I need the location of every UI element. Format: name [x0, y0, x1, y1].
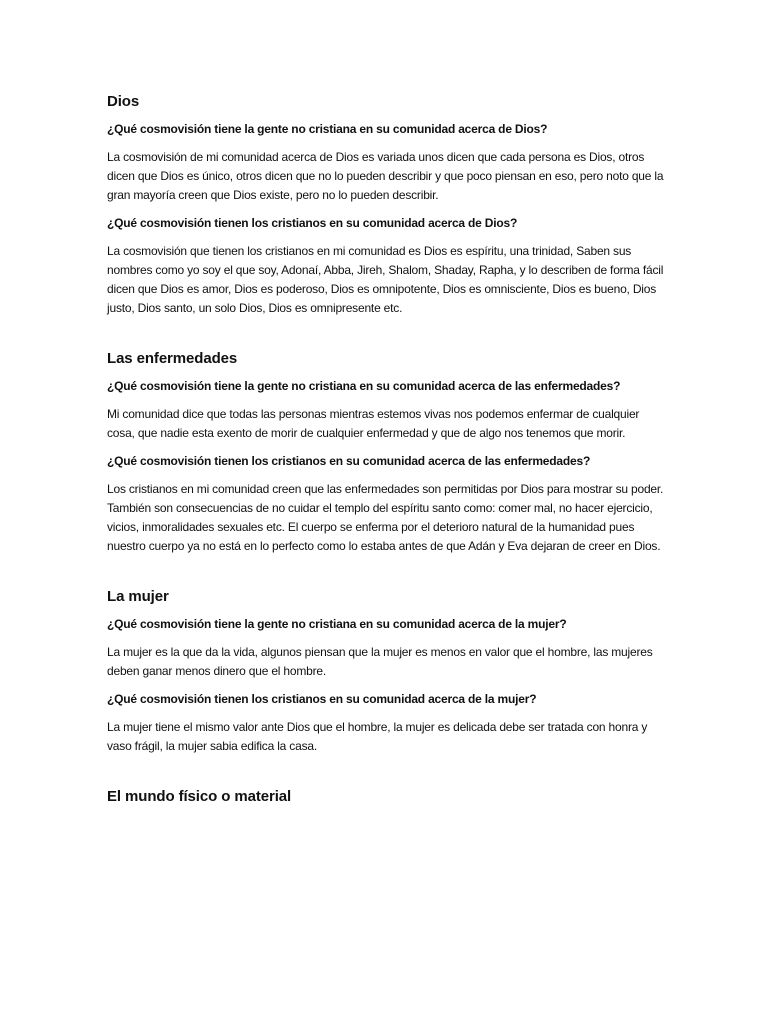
question-christian: ¿Qué cosmovisión tienen los cristianos en su comunidad acerca de las enfermedades? [107, 454, 591, 468]
answer-non-christian: La cosmovisión de mi comunidad acerca de Dios es variada unos dicen que cada persona es Dios, otros dicen que Dios es único, otros dicen que no lo pueden describir y que poco piensan en eso, pero noto que la gran mayoría creen que Dios existe, pero no lo pueden describir. [107, 150, 664, 202]
answer-christian: La cosmovisión que tienen los cristianos en mi comunidad es Dios es espíritu, una trinidad, Saben sus nombres como yo soy el que soy, Adonaí, Abba, Jireh, Shalom, Shaday, Rapha, y lo describen de forma fácil dicen que Dios es amor, Dios es poderoso, Dios es omnipotente, Dios es omnisciente, Dios es bueno, Dios justo, Dios santo, un solo Dios, Dios es omnipresente etc. [107, 244, 664, 315]
section-heading: El mundo físico o material [107, 788, 292, 805]
question-non-christian: ¿Qué cosmovisión tiene la gente no cristiana en su comunidad acerca de la mujer? [107, 617, 567, 631]
answer-non-christian: La mujer es la que da la vida, algunos piensan que la mujer es menos en valor que el hombre, las mujeres deben ganar menos dinero que el hombre. [107, 645, 653, 678]
section-mundo-fisico [107, 787, 667, 807]
document-body [107, 92, 667, 838]
question-non-christian: ¿Qué cosmovisión tiene la gente no cristiana en su comunidad acerca de Dios? [107, 122, 548, 136]
question-christian: ¿Qué cosmovisión tienen los cristianos en su comunidad acerca de la mujer? [107, 692, 537, 706]
answer-christian: La mujer tiene el mismo valor ante Dios que el hombre, la mujer es delicada debe ser tratada con honra y vaso frágil, la mujer sabia edifica la casa. [107, 720, 648, 753]
section-dios [107, 92, 667, 318]
section-heading: Las enfermedades [107, 350, 238, 367]
question-non-christian: ¿Qué cosmovisión tiene la gente no cristiana en su comunidad acerca de las enfermedades? [107, 379, 621, 393]
section-enfermedades [107, 349, 667, 556]
question-christian: ¿Qué cosmovisión tienen los cristianos en su comunidad acerca de Dios? [107, 216, 518, 230]
answer-christian: Los cristianos en mi comunidad creen que las enfermedades son permitidas por Dios para mostrar su poder. También son consecuencias de no cuidar el templo del espíritu santo como: comer mal, no hacer ejercicio, vicios, inmoralidades sexuales etc. El cuerpo se enferma por el deterioro natural de la humanidad pues nuestro cuerpo ya no está en lo perfecto como lo estaba antes de que Adán y Eva dejaran de creer en Dios. [107, 482, 664, 553]
answer-non-christian: Mi comunidad dice que todas las personas mientras estemos vivas nos podemos enfermar de cualquier cosa, que nadie esta exento de morir de cualquier enfermedad y que de algo nos tenemos que morir. [107, 407, 640, 440]
section-heading: Dios [107, 93, 140, 110]
section-heading: La mujer [107, 588, 169, 605]
section-mujer [107, 587, 667, 756]
